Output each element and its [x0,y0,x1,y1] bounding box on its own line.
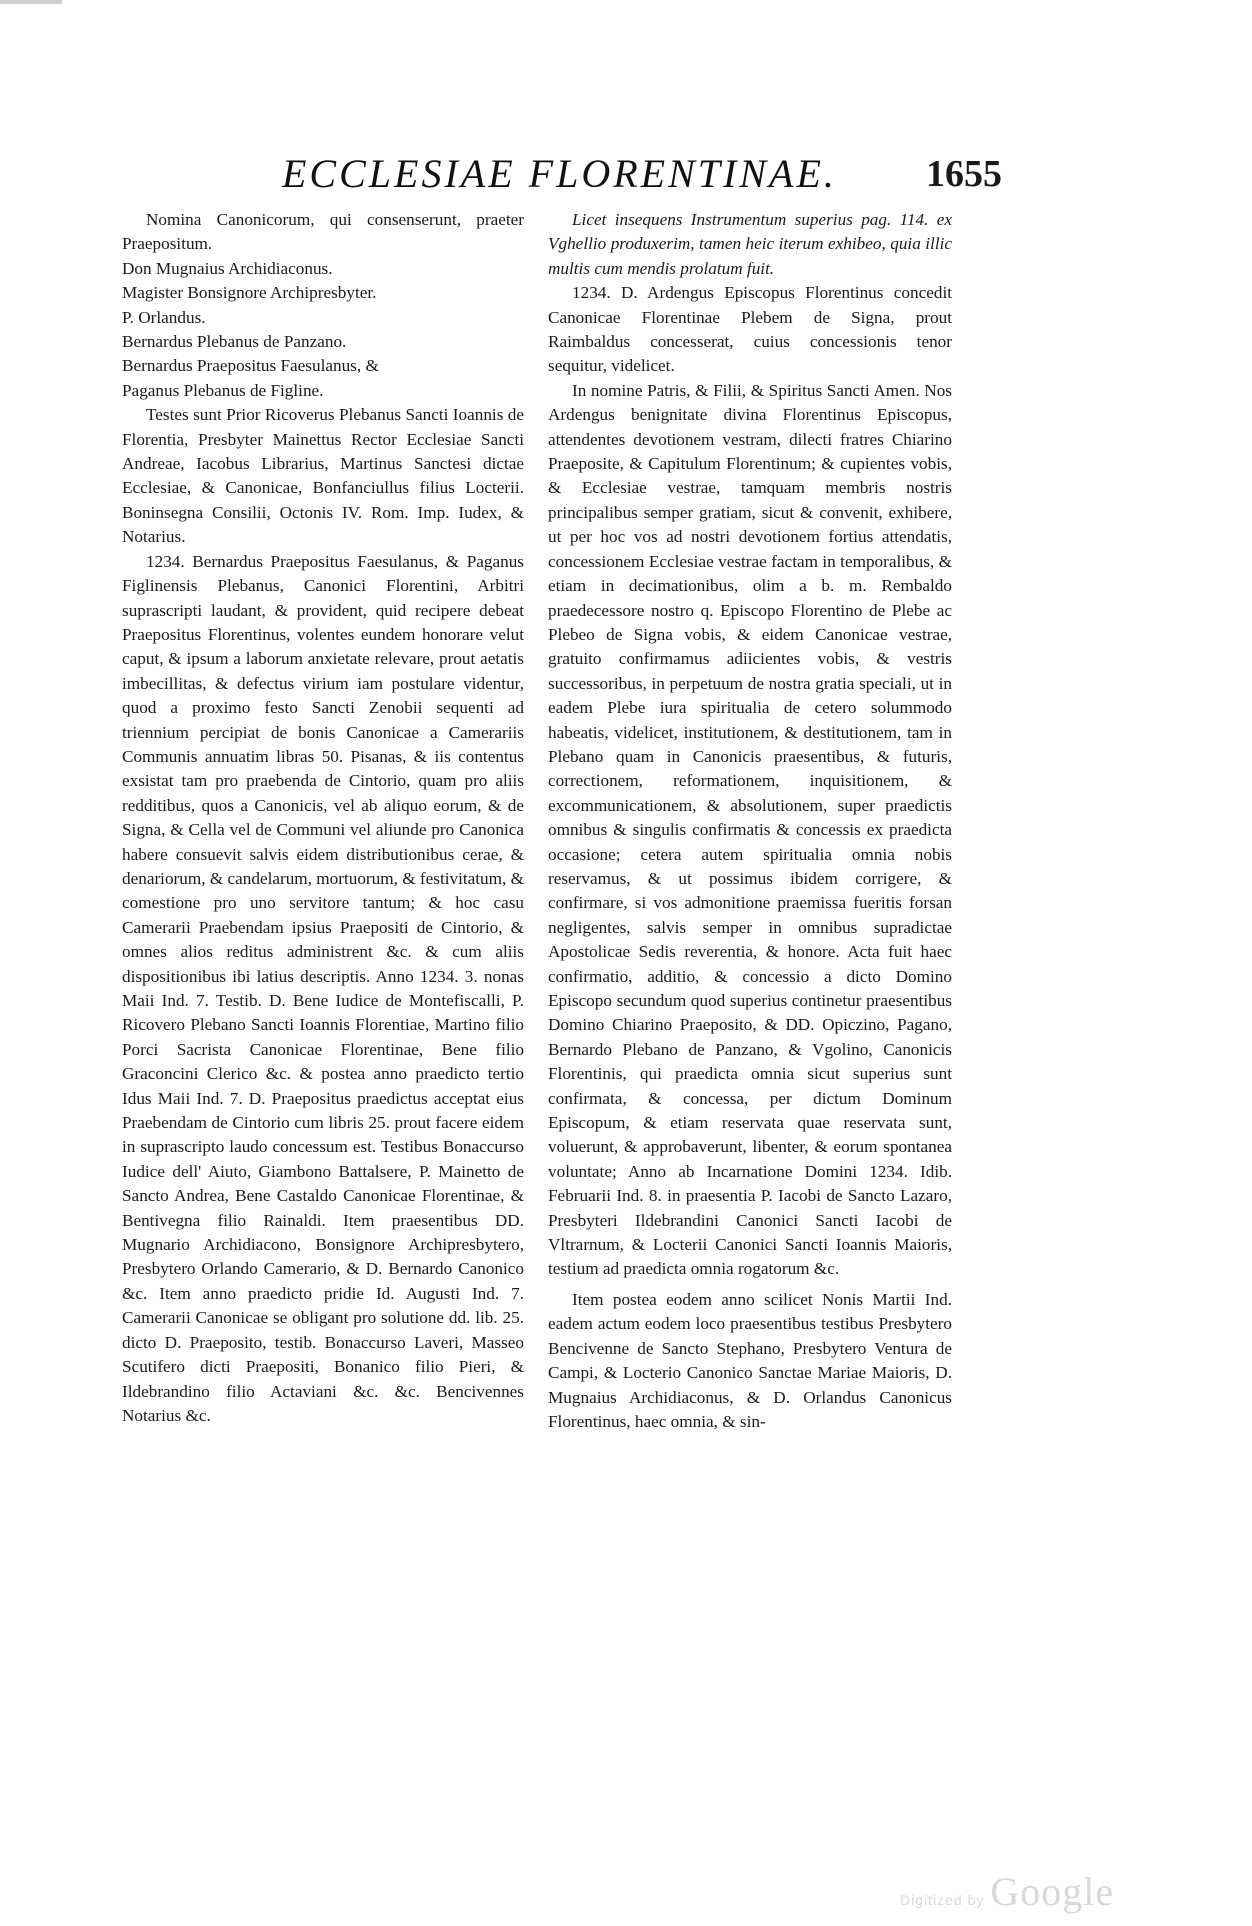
witnesses-paragraph: Testes sunt Prior Ricoverus Plebanus Sancti Ioannis de Florentia, Presbyter Mainettus Rector Ecclesiae Sancti Andreae, Iacobus Librarius, Martinus Sanctesi dictae Ecclesiae, & Canonicae, Bonfanciullus filius Locterii. Boninsegna Consilii, Octonis IV. Rom. Imp. Iudex, & Notarius. [122,405,524,547]
page-header [282,150,1002,200]
canon-name: P. Orlandus. [122,307,206,327]
ardengus-paragraph: 1234. D. Ardengus Episcopus Florentinus concedit Canonicae Florentinae Plebem de Signa, prout Raimbaldus concesserat, cuius concessionis tenor sequitur, videlicet. [548,283,952,376]
digitized-watermark [900,1868,1114,1915]
canon-name: Magister Bonsignore Archipresbyter. [122,283,377,303]
canon-name: Paganus Plebanus de Figline. [122,380,324,400]
arbitration-paragraph: 1234. Bernardus Praepositus Faesulanus, & Paganus Figlinensis Plebanus, Canonici Florentini, Arbitri suprascripti laudant, & provident, quid recipere debeat Praepositus Florentinus, volentes eundem honorare velut caput, & ipsum a laborum anxietate relevare, prout aetatis imbecillitas, & defectus virium iam postulare videntur, quod a proximo festo Sancti Zenobii sequenti ad triennium percipiat de bonis Canonicae a Camerariis Communis annuatim libras 50. Pisanas, & iis contentus exsistat tam pro praebenda de Cintorio, quam pro aliis redditibus, quos a Canonicis, vel ab aliquo eorum, & de Signa, & Cella vel de Communi vel aliunde pro Canonica habere consuevit salvis eidem distributionibus cerae, & denariorum, & candelarum, mortuorum, & festivitatum, & comestione pro uno servitore tantum; & hoc casu Camerarii Praebendam ipsius Praepositi de Cintorio, & omnes alios reditus administrent &c. & cum aliis dispositionibus ibi latius descriptis. Anno 1234. 3. nonas Maii Ind. 7. Testib. D. Bene Iudice de Montefiscalli, P. Ricovero Plebano Sancti Ioannis Florentiae, Martino filio Porci Sacrista Canonicae Florentinae, Bene filio Graconcini Clerico &c. & postea anno praedicto tertio Idus Maii Ind. 7. D. Praepositus praedictus acceptat eius Praebendam de Cintorio cum libris 25. prout facere eidem in suprascripto laudo concessum est. Testibus Bonaccurso Iudice dell' Aiuto, Giambono Battalsere, P. Mainetto de Sancto Andrea, Bene Castaldo Canonicae Florentinae, & Bentivegna filio Rainaldi. Item praesentibus DD. Mugnario Archidiacono, Bonsignore Archipresbytero, Presbytero Orlando Camerario, & D. Bernardo Canonico &c. Item anno praedicto pridie Id. Augusti Ind. 7. Camerarii Canonicae se obligant pro solutione dd. lib. 25. dicto D. Praeposito, testib. Bonaccurso Laveri, Masseo Scutifero dicti Praepositi, Bonanico filio Pieri, & Ildebrandino filio Actaviani &c. &c. Bencivennes Notarius &c. [122,551,524,1425]
running-title: ECCLESIAE FLORENTINAE. [282,151,837,196]
canons-intro: Nomina Canonicorum, qui consenserunt, praeter Praepositum. [122,210,524,254]
left-column [122,208,524,1428]
item-paragraph: Item postea eodem anno scilicet Nonis Martii Ind. eadem actum eodem loco praesentibus testibus Presbytero Bencivenne de Sancto Stephano, Presbytero Ventura de Campi, & Locterio Canonico Sanctae Mariae Maioris, D. Mugnaius Archidiaconus, & D. Orlandus Canonicus Florentinus, haec omnia, & sin- [548,1289,952,1431]
canon-name: Bernardus Praepositus Faesulanus, & [122,356,379,376]
right-column [548,208,952,1434]
charter-paragraph: In nomine Patris, & Filii, & Spiritus Sancti Amen. Nos Ardengus benignitate divina Florentinus Episcopus, attendentes devotionem vestram, dilecti fratres Chiarino Praeposite, & Capitulum Florentinum; & cupientes vobis, & Ecclesiae vestrae, tamquam membris nostris principalibus semper gratiam, sicut & convenit, exhibere, ut per hoc vos ad nostri devotionem fortius attendatis, concessionem Ecclesiae vestrae factam in temporalibus, & etiam in decimationibus, olim a b. m. Rembaldo praedecessore nostro q. Episcopo Florentino de Plebe ac Plebeo de Signa vobis, & eidem Canonicae vestrae, gratuito confirmamus adiicientes vobis, & vestris successoribus, in perpetuum de nostra gratia speciali, ut in eadem Plebe iura spiritualia de cetero solummodo habeatis, videlicet, institutionem, & destitutionem, tam in Plebano quam in Canonicis praesentibus, & futuris, correctionem, reformationem, inquisitionem, & excommunicationem, & absolutionem, super praedictis omnibus & singulis confirmatis & concessis ex praedicta occasione; cetera autem spiritualia omnia nobis reservamus, & ut possimus ibidem corrigere, & confirmare, si vos admonitione praemissa fueritis forsan negligentes, salvis semper in omnibus supradictae Apostolicae Sedis reverentia, & honore. Acta fuit haec confirmatio, additio, & concessio a dicto Domino Episcopo secundum quod superius continetur praesentibus Domino Chiarino Praeposito, & DD. Opiczino, Pagano, Bernardo Plebano de Panzano, & Vgolino, Canonicis Florentinis, qui praedicta omnia sicut superius sunt confirmata, & concessa, per dictum Dominum Episcopum, & etiam reservata quae reservata sunt, voluerunt, & approbaverunt, libenter, & eorum spontanea voluntate; Anno ab Incarnatione Domini 1234. Idib. Februarii Ind. 8. in praesentia P. Iacobi de Sancto Lazaro, Presbyteri Ildebrandini Canonici Sancti Iacobi de Vltrarnum, & Locterii Canonici Sancti Ioannis Maioris, testium ad praedicta omnia rogatorum &c. [548,380,952,1279]
watermark-brand: Google [990,1869,1115,1914]
page-number: 1655 [926,153,1002,195]
canon-name: Don Mugnaius Archidiaconus. [122,258,333,278]
watermark-prefix: Digitized by [900,1892,985,1908]
editor-note: Licet insequens Instrumentum superius pag. 114. ex Vghellio produxerim, tamen heic iterum exhibeo, quia illic multis cum mendis prolatum fuit. [548,210,952,278]
canon-name: Bernardus Plebanus de Panzano. [122,332,347,352]
scan-edge-mark [0,0,62,4]
